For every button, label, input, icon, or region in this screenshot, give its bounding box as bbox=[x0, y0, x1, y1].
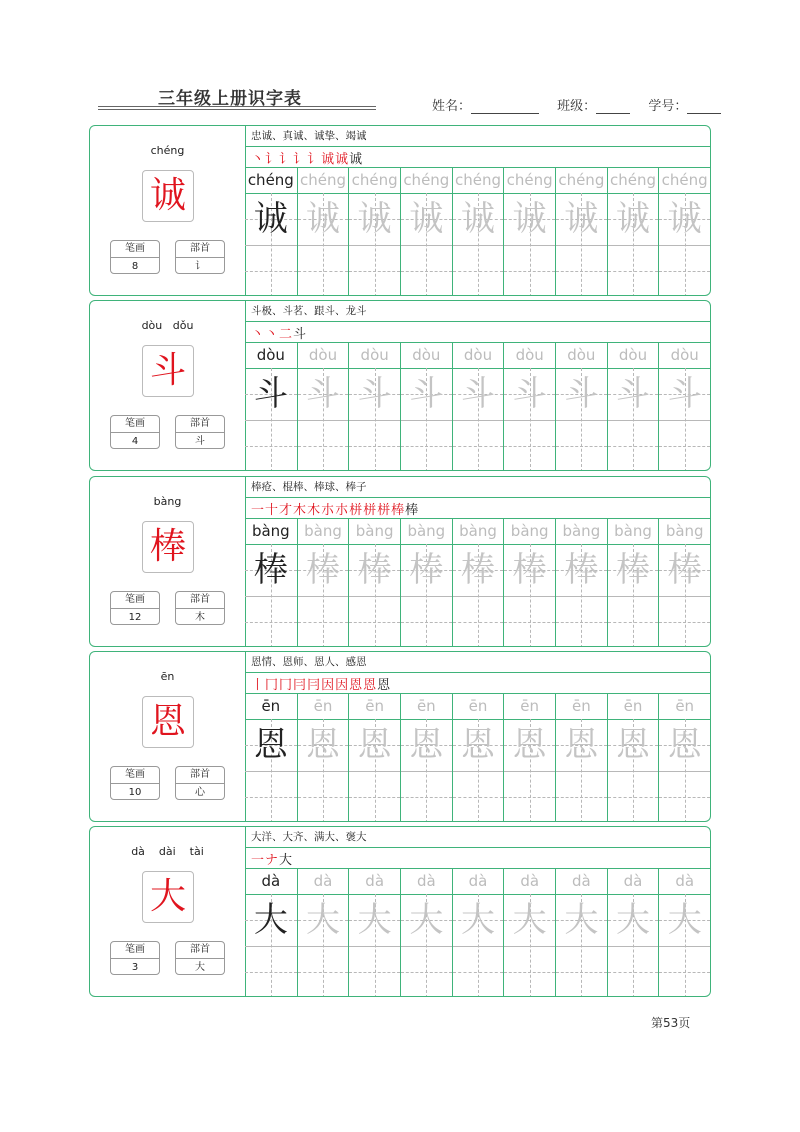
practice-pinyin: dà bbox=[623, 872, 643, 890]
stroke-step: 木 bbox=[293, 503, 308, 518]
stroke-count-value: 3 bbox=[131, 962, 139, 973]
radical-label: 部首 bbox=[176, 416, 224, 433]
practice-char: 棒 bbox=[253, 550, 288, 590]
radical-label: 部首 bbox=[176, 767, 224, 784]
stroke-step: 丶 bbox=[251, 327, 266, 342]
practice-char: 恩 bbox=[357, 725, 392, 765]
practice-char: 大 bbox=[461, 900, 495, 940]
practice-cell[interactable] bbox=[503, 694, 555, 822]
character-box bbox=[142, 170, 194, 222]
practice-pinyin: dòu bbox=[618, 346, 648, 364]
stroke-step: 栟 bbox=[363, 503, 378, 518]
stroke-step: 棒 bbox=[391, 503, 406, 518]
practice-cell[interactable] bbox=[400, 168, 452, 296]
radical-value: 斗 bbox=[195, 436, 205, 447]
practice-pinyin: bàng bbox=[355, 522, 394, 540]
practice-pinyin: dòu bbox=[360, 346, 389, 364]
practice-pinyin: chéng bbox=[299, 171, 346, 189]
stroke-count-label: 笔画 bbox=[111, 592, 159, 609]
practice-pinyin: ēn bbox=[468, 697, 488, 715]
student-info-fields bbox=[432, 95, 721, 114]
practice-pinyin: dòu bbox=[567, 346, 596, 364]
radical-value: 讠 bbox=[195, 261, 205, 272]
stroke-count-value: 8 bbox=[131, 261, 139, 272]
practice-pinyin: dòu bbox=[670, 346, 699, 364]
practice-cell[interactable] bbox=[348, 343, 400, 471]
practice-char: 恩 bbox=[461, 725, 495, 765]
character-card bbox=[89, 476, 711, 647]
stroke-count-label: 笔画 bbox=[111, 942, 159, 959]
character-box bbox=[142, 345, 194, 397]
practice-pinyin: dà bbox=[468, 872, 488, 890]
practice-char: 大 bbox=[409, 900, 444, 940]
practice-pinyin: ēn bbox=[416, 697, 436, 715]
example-words: 大洋、大齐、满大、褒大 bbox=[251, 831, 367, 843]
stroke-step: 诚 bbox=[349, 152, 364, 167]
practice-cell[interactable] bbox=[503, 869, 555, 997]
practice-char: 斗 bbox=[409, 374, 444, 414]
character-box bbox=[142, 521, 194, 573]
practice-char: 大 bbox=[512, 900, 547, 940]
stroke-step: 丨 bbox=[251, 678, 266, 693]
number-blank[interactable] bbox=[687, 101, 721, 114]
class-blank[interactable] bbox=[596, 101, 630, 114]
practice-char: 恩 bbox=[409, 725, 444, 765]
practice-cell[interactable] bbox=[452, 343, 504, 471]
practice-pinyin: ēn bbox=[365, 697, 385, 715]
practice-pinyin: bàng bbox=[459, 522, 497, 540]
stroke-step: 二 bbox=[279, 327, 294, 342]
stroke-count-label: 笔画 bbox=[111, 416, 159, 433]
example-words: 斗极、斗茗、跟斗、龙斗 bbox=[251, 305, 367, 317]
example-words: 棒疮、棍棒、棒球、棒子 bbox=[251, 481, 367, 493]
stroke-step: 因 bbox=[321, 678, 336, 693]
practice-cell[interactable] bbox=[658, 343, 710, 471]
practice-cell[interactable] bbox=[607, 694, 659, 822]
practice-char: 恩 bbox=[512, 725, 547, 765]
practice-char: 诚 bbox=[409, 199, 444, 239]
stroke-step: 朩 bbox=[335, 503, 350, 518]
practice-char: 斗 bbox=[512, 374, 547, 414]
radical-box bbox=[175, 591, 225, 625]
practice-pinyin: dà bbox=[571, 872, 591, 890]
practice-pinyin: ēn bbox=[313, 697, 333, 715]
practice-cell[interactable] bbox=[452, 519, 504, 647]
practice-cell[interactable] bbox=[400, 869, 452, 997]
radical-box bbox=[175, 415, 225, 449]
practice-cell[interactable] bbox=[348, 519, 400, 647]
practice-cell[interactable] bbox=[297, 694, 349, 822]
stroke-count-label: 笔画 bbox=[111, 767, 159, 784]
stroke-step: 讠 bbox=[279, 152, 294, 167]
practice-cell[interactable] bbox=[348, 694, 400, 822]
stroke-count-value: 4 bbox=[131, 436, 139, 447]
stroke-step: 冂 bbox=[279, 678, 294, 693]
stroke-step: 朩 bbox=[321, 503, 336, 518]
practice-char: 诚 bbox=[564, 199, 599, 239]
practice-char: 诚 bbox=[667, 199, 702, 239]
stroke-step: 十 bbox=[265, 503, 280, 518]
practice-pinyin: chéng bbox=[351, 171, 398, 189]
character-box bbox=[142, 696, 194, 748]
practice-area bbox=[245, 827, 710, 996]
practice-char: 恩 bbox=[616, 725, 651, 765]
practice-char: 棒 bbox=[667, 550, 702, 590]
practice-char: 棒 bbox=[357, 550, 392, 590]
stroke-step: 丶 bbox=[265, 327, 280, 342]
practice-cell[interactable] bbox=[555, 343, 607, 471]
practice-pinyin: ēn bbox=[675, 697, 695, 715]
class-label: 班级： bbox=[557, 99, 597, 114]
practice-char: 恩 bbox=[253, 725, 288, 765]
practice-char: 诚 bbox=[305, 199, 340, 239]
practice-cell[interactable] bbox=[348, 168, 400, 296]
practice-cell[interactable] bbox=[658, 869, 710, 997]
radical-value: 木 bbox=[195, 612, 205, 623]
practice-pinyin: chéng bbox=[454, 171, 501, 189]
practice-char: 斗 bbox=[357, 374, 392, 414]
practice-pinyin: ēn bbox=[261, 697, 281, 715]
practice-pinyin: chéng bbox=[610, 171, 657, 189]
stroke-count-value: 10 bbox=[128, 787, 142, 798]
character-pinyin: dà dài tài bbox=[131, 845, 204, 858]
practice-pinyin: chéng bbox=[558, 171, 605, 189]
stroke-step: 恩 bbox=[363, 678, 378, 693]
practice-cell[interactable] bbox=[607, 168, 659, 296]
practice-pinyin: dà bbox=[675, 872, 695, 890]
practice-pinyin: ēn bbox=[623, 697, 643, 715]
practice-char: 棒 bbox=[461, 550, 495, 590]
character-pinyin: bàng bbox=[153, 495, 182, 508]
practice-pinyin: chéng bbox=[247, 171, 294, 189]
stroke-step: 讠 bbox=[293, 152, 308, 167]
stroke-step: 栟 bbox=[349, 503, 364, 518]
character-summary bbox=[90, 652, 246, 821]
stroke-step: 冃 bbox=[293, 678, 308, 693]
practice-char: 斗 bbox=[564, 374, 599, 414]
practice-char: 大 bbox=[616, 900, 651, 940]
practice-grid bbox=[245, 519, 710, 647]
character-glyph: 恩 bbox=[149, 701, 186, 742]
practice-cell[interactable] bbox=[452, 869, 504, 997]
practice-pinyin: dòu bbox=[515, 346, 544, 364]
practice-pinyin: dà bbox=[365, 872, 385, 890]
practice-cell[interactable] bbox=[503, 168, 555, 296]
practice-char: 诚 bbox=[461, 199, 495, 239]
stroke-step: 诚 bbox=[335, 152, 350, 167]
practice-char: 诚 bbox=[253, 199, 288, 239]
practice-char: 斗 bbox=[616, 374, 651, 414]
number-label: 学号： bbox=[648, 99, 688, 114]
practice-pinyin: bàng bbox=[614, 522, 652, 540]
practice-char: 诚 bbox=[357, 199, 392, 239]
divider bbox=[245, 847, 710, 848]
practice-cell[interactable] bbox=[607, 869, 659, 997]
practice-char: 大 bbox=[667, 900, 702, 940]
stroke-count-label: 笔画 bbox=[111, 241, 159, 258]
practice-pinyin: bàng bbox=[304, 522, 342, 540]
example-words: 恩情、恩师、恩人、感恩 bbox=[251, 656, 367, 668]
character-card bbox=[89, 300, 711, 471]
page-number: 第53页 bbox=[651, 1016, 691, 1030]
practice-char: 棒 bbox=[409, 550, 444, 590]
practice-char: 斗 bbox=[253, 374, 288, 414]
practice-pinyin: dà bbox=[313, 872, 333, 890]
practice-cell[interactable] bbox=[297, 343, 349, 471]
practice-cell[interactable] bbox=[503, 519, 555, 647]
practice-char: 诚 bbox=[512, 199, 547, 239]
stroke-step: 诚 bbox=[321, 152, 336, 167]
practice-pinyin: dòu bbox=[412, 346, 441, 364]
practice-cell[interactable] bbox=[503, 343, 555, 471]
radical-value: 大 bbox=[195, 962, 205, 973]
stroke-order bbox=[251, 849, 293, 868]
practice-grid bbox=[245, 694, 710, 822]
divider bbox=[245, 321, 710, 322]
stroke-order bbox=[251, 323, 307, 342]
practice-area bbox=[245, 477, 710, 646]
practice-cell[interactable] bbox=[452, 168, 504, 296]
divider bbox=[245, 672, 710, 673]
practice-char: 大 bbox=[305, 900, 340, 940]
stroke-count-value: 12 bbox=[128, 612, 142, 623]
practice-cell[interactable] bbox=[297, 869, 349, 997]
practice-pinyin: dà bbox=[416, 872, 436, 890]
radical-label: 部首 bbox=[176, 942, 224, 959]
practice-pinyin: ēn bbox=[571, 697, 591, 715]
practice-cell[interactable] bbox=[245, 343, 297, 471]
stroke-order bbox=[251, 499, 419, 518]
name-label: 姓名： bbox=[432, 99, 472, 114]
page-title: 三年级上册识字表 bbox=[158, 89, 302, 109]
radical-box bbox=[175, 941, 225, 975]
practice-cell[interactable] bbox=[245, 869, 297, 997]
practice-area bbox=[245, 126, 710, 295]
practice-area bbox=[245, 301, 710, 470]
practice-cell[interactable] bbox=[607, 343, 659, 471]
practice-pinyin: bàng bbox=[510, 522, 549, 540]
practice-cell[interactable] bbox=[555, 869, 607, 997]
stroke-step: 大 bbox=[279, 853, 294, 868]
example-words: 忠诚、真诚、诚挚、竭诚 bbox=[251, 130, 367, 142]
practice-cell[interactable] bbox=[297, 519, 349, 647]
practice-pinyin: bàng bbox=[251, 522, 290, 540]
practice-pinyin: chéng bbox=[506, 171, 553, 189]
character-summary bbox=[90, 126, 246, 295]
practice-cell[interactable] bbox=[400, 343, 452, 471]
practice-char: 斗 bbox=[667, 374, 702, 414]
stroke-step: 斗 bbox=[293, 327, 308, 342]
character-card bbox=[89, 651, 711, 822]
character-summary bbox=[90, 301, 246, 470]
practice-pinyin: dà bbox=[520, 872, 540, 890]
stroke-step: 恩 bbox=[377, 678, 392, 693]
character-box bbox=[142, 871, 194, 923]
stroke-count-box bbox=[110, 766, 160, 800]
character-pinyin: dòu dǒu bbox=[141, 319, 194, 332]
radical-label: 部首 bbox=[176, 592, 224, 609]
stroke-step: 一 bbox=[251, 853, 266, 868]
practice-grid bbox=[245, 869, 710, 997]
divider bbox=[245, 146, 710, 147]
practice-char: 棒 bbox=[305, 550, 340, 590]
stroke-step: 冂 bbox=[265, 678, 280, 693]
practice-char: 诚 bbox=[616, 199, 651, 239]
stroke-step: 一 bbox=[251, 503, 266, 518]
practice-cell[interactable] bbox=[245, 694, 297, 822]
stroke-count-box bbox=[110, 240, 160, 274]
title-underline bbox=[98, 109, 376, 110]
character-summary bbox=[90, 477, 246, 646]
practice-area bbox=[245, 652, 710, 821]
stroke-order bbox=[251, 674, 391, 693]
practice-pinyin: dòu bbox=[463, 346, 493, 364]
character-card bbox=[89, 826, 711, 997]
practice-pinyin: ēn bbox=[520, 697, 540, 715]
radical-value: 心 bbox=[195, 787, 205, 798]
stroke-count-box bbox=[110, 941, 160, 975]
name-blank[interactable] bbox=[471, 101, 539, 114]
practice-pinyin: dòu bbox=[308, 346, 338, 364]
practice-pinyin: bàng bbox=[562, 522, 601, 540]
practice-pinyin: bàng bbox=[407, 522, 446, 540]
practice-char: 大 bbox=[564, 900, 599, 940]
stroke-step: 讠 bbox=[265, 152, 280, 167]
character-glyph: 斗 bbox=[149, 350, 186, 391]
stroke-step: 恩 bbox=[349, 678, 364, 693]
character-pinyin: chéng bbox=[150, 144, 185, 157]
stroke-step: 棒 bbox=[405, 503, 420, 518]
radical-label: 部首 bbox=[176, 241, 224, 258]
stroke-step: 才 bbox=[279, 503, 294, 518]
character-glyph: 棒 bbox=[149, 526, 186, 567]
radical-box bbox=[175, 240, 225, 274]
character-summary bbox=[90, 827, 246, 996]
practice-char: 棒 bbox=[616, 550, 651, 590]
radical-box bbox=[175, 766, 225, 800]
stroke-step: 丶 bbox=[251, 152, 266, 167]
stroke-count-box bbox=[110, 591, 160, 625]
character-pinyin: ēn bbox=[160, 670, 175, 683]
practice-cell[interactable] bbox=[297, 168, 349, 296]
practice-char: 斗 bbox=[461, 374, 495, 414]
practice-pinyin: dà bbox=[261, 872, 281, 890]
practice-pinyin: chéng bbox=[403, 171, 450, 189]
practice-cell[interactable] bbox=[658, 519, 710, 647]
practice-pinyin: bàng bbox=[665, 522, 704, 540]
character-card bbox=[89, 125, 711, 296]
practice-char: 恩 bbox=[305, 725, 340, 765]
practice-cell[interactable] bbox=[400, 694, 452, 822]
practice-cell[interactable] bbox=[245, 519, 297, 647]
character-glyph: 大 bbox=[149, 876, 186, 917]
practice-pinyin: dòu bbox=[256, 346, 285, 364]
stroke-step: 冃 bbox=[307, 678, 322, 693]
stroke-order bbox=[251, 148, 363, 167]
practice-cell[interactable] bbox=[607, 519, 659, 647]
practice-cell[interactable] bbox=[555, 168, 607, 296]
practice-cell[interactable] bbox=[555, 694, 607, 822]
practice-cell[interactable] bbox=[245, 168, 297, 296]
stroke-step: 因 bbox=[335, 678, 350, 693]
practice-cell[interactable] bbox=[555, 519, 607, 647]
practice-char: 棒 bbox=[564, 550, 599, 590]
practice-cell[interactable] bbox=[658, 168, 710, 296]
practice-grid bbox=[245, 343, 710, 471]
stroke-step: 木 bbox=[307, 503, 322, 518]
stroke-step: ナ bbox=[265, 853, 280, 868]
practice-char: 大 bbox=[357, 900, 392, 940]
practice-char: 恩 bbox=[667, 725, 702, 765]
divider bbox=[245, 497, 710, 498]
character-glyph: 诚 bbox=[149, 175, 186, 216]
practice-cell[interactable] bbox=[658, 694, 710, 822]
stroke-step: 栟 bbox=[377, 503, 392, 518]
practice-char: 棒 bbox=[512, 550, 547, 590]
practice-cell[interactable] bbox=[348, 869, 400, 997]
title-underline bbox=[98, 106, 376, 107]
practice-cell[interactable] bbox=[400, 519, 452, 647]
stroke-count-box bbox=[110, 415, 160, 449]
practice-char: 斗 bbox=[305, 374, 340, 414]
stroke-step: 讠 bbox=[307, 152, 322, 167]
practice-char: 大 bbox=[253, 900, 288, 940]
practice-cell[interactable] bbox=[452, 694, 504, 822]
practice-pinyin: chéng bbox=[661, 171, 708, 189]
practice-grid bbox=[245, 168, 710, 296]
practice-char: 恩 bbox=[564, 725, 599, 765]
